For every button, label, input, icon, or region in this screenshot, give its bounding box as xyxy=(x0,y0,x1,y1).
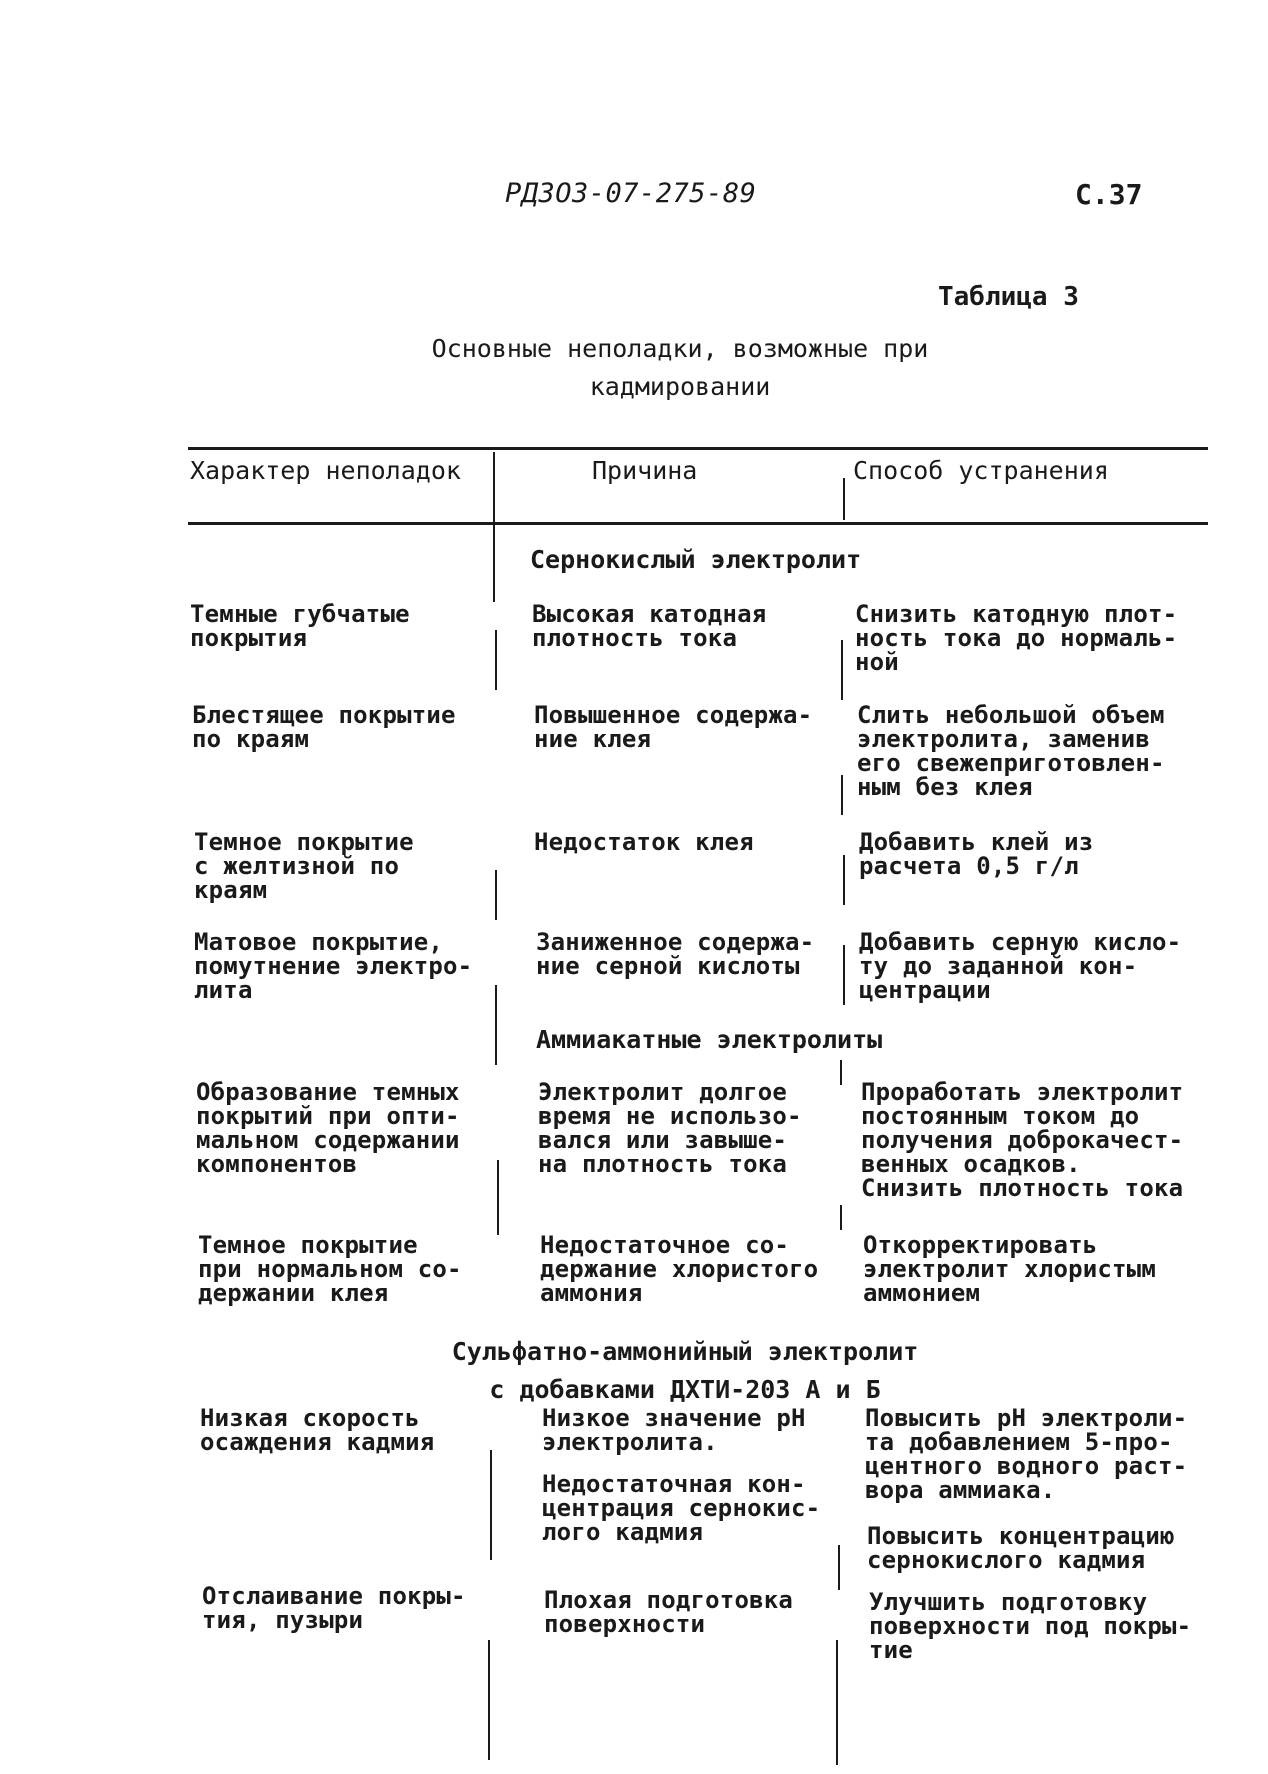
row-3-cause: Недостаток клея xyxy=(534,828,754,856)
row-2-defect: Блестящее покрытие по краям xyxy=(192,701,456,753)
row-8-defect: Отслаивание покры- тия, пузыри xyxy=(202,1582,466,1634)
row-6-fix: Откорректировать электролит хлористым аммонием xyxy=(863,1231,1156,1307)
section-heading-sulfate: Сернокислый электролит xyxy=(530,545,862,574)
section-heading-line-2: с добавками ДХТИ-203 А и Б xyxy=(489,1375,881,1404)
column-divider-2 xyxy=(841,775,843,815)
row-8-cause: Плохая подготовка поверхности xyxy=(544,1586,794,1638)
row-7-fix: Повысить рН электроли- та добавлением 5-про- центного водного раст- вора аммиака. xyxy=(865,1404,1188,1504)
column-divider-2 xyxy=(840,1205,842,1230)
row-5-cause: Электролит долгое время не использо- вался или завыше- на плотность тока xyxy=(538,1078,802,1178)
table-header-bottom-rule xyxy=(188,522,1208,525)
row-6-defect: Темное покрытие при нормальном со- держании клея xyxy=(198,1231,462,1307)
row-6-cause: Недостаточное со- держание хлористого аммония xyxy=(540,1231,819,1307)
column-divider-2 xyxy=(838,1545,840,1590)
column-divider-1 xyxy=(495,870,497,920)
column-divider-2 xyxy=(843,478,845,520)
column-divider-2 xyxy=(836,1640,838,1765)
table-title-line-1: Основные неполадки, возможные при xyxy=(431,334,929,363)
section-heading-line-1: Сульфатно-аммонийный электролит xyxy=(451,1337,919,1366)
row-7b-cause: Недостаточная кон- центрация сернокис- лого кадмия xyxy=(542,1470,821,1546)
column-divider-2 xyxy=(843,945,845,1005)
row-4-cause: Заниженное содержа- ние серной кислоты xyxy=(536,928,815,980)
section-heading-sulfate-ammonium xyxy=(300,1333,1070,1409)
document-code: РД3О3-07-275-89 xyxy=(505,178,757,209)
column-divider-1 xyxy=(495,985,497,1065)
row-4-defect: Матовое покрытие, помутнение электро- лита xyxy=(194,928,473,1004)
column-header-defect: Характер неполадок xyxy=(190,456,461,485)
row-8-fix: Улучшить подготовку поверхности под покры- тие xyxy=(869,1588,1192,1664)
row-7-defect: Низкая скорость осаждения кадмия xyxy=(200,1404,435,1456)
table-title xyxy=(300,330,1060,406)
row-1-cause: Высокая катодная плотность тока xyxy=(532,600,767,652)
row-5-defect: Образование темных покрытий при опти- мальном содержании компонентов xyxy=(196,1078,460,1178)
column-divider-2 xyxy=(840,1060,842,1085)
column-divider-2 xyxy=(841,640,843,700)
section-heading-ammonia: Аммиакатные электролиты xyxy=(536,1025,883,1054)
row-1-fix: Снизить катодную плот- ность тока до нормаль- ной xyxy=(855,600,1178,676)
column-divider-1 xyxy=(490,1450,492,1560)
row-3-fix: Добавить клей из расчета 0,5 г/л xyxy=(859,828,1094,880)
table-title-line-2: кадмировании xyxy=(589,372,771,401)
row-7-cause: Низкое значение рН электролита. xyxy=(542,1404,806,1456)
column-header-cause: Причина xyxy=(592,456,698,485)
row-5-fix: Проработать электролит постоянным током до получения доброкачест- венных осадков. Снизить плотность тока xyxy=(861,1078,1184,1202)
column-divider-1 xyxy=(495,630,497,690)
page-number: С.37 xyxy=(1075,178,1143,211)
column-divider-1 xyxy=(493,452,495,602)
row-7b-fix: Повысить концентрацию сернокислого кадмия xyxy=(867,1522,1175,1574)
row-3-defect: Темное покрытие с желтизной по краям xyxy=(194,828,414,904)
table-label: Таблица 3 xyxy=(938,282,1079,312)
row-4-fix: Добавить серную кисло- ту до заданной кон- центрации xyxy=(859,928,1182,1004)
column-divider-1 xyxy=(497,1160,499,1235)
column-header-fix: Способ устранения xyxy=(853,456,1109,485)
column-divider-1 xyxy=(488,1640,490,1760)
row-2-fix: Слить небольшой объем электролита, заменив его свежеприготовлен- ным без клея xyxy=(857,701,1165,801)
table-top-rule xyxy=(188,447,1208,450)
column-divider-2 xyxy=(843,855,845,905)
row-2-cause: Повышенное содержа- ние клея xyxy=(534,701,813,753)
row-1-defect: Темные губчатые покрытия xyxy=(190,600,410,652)
